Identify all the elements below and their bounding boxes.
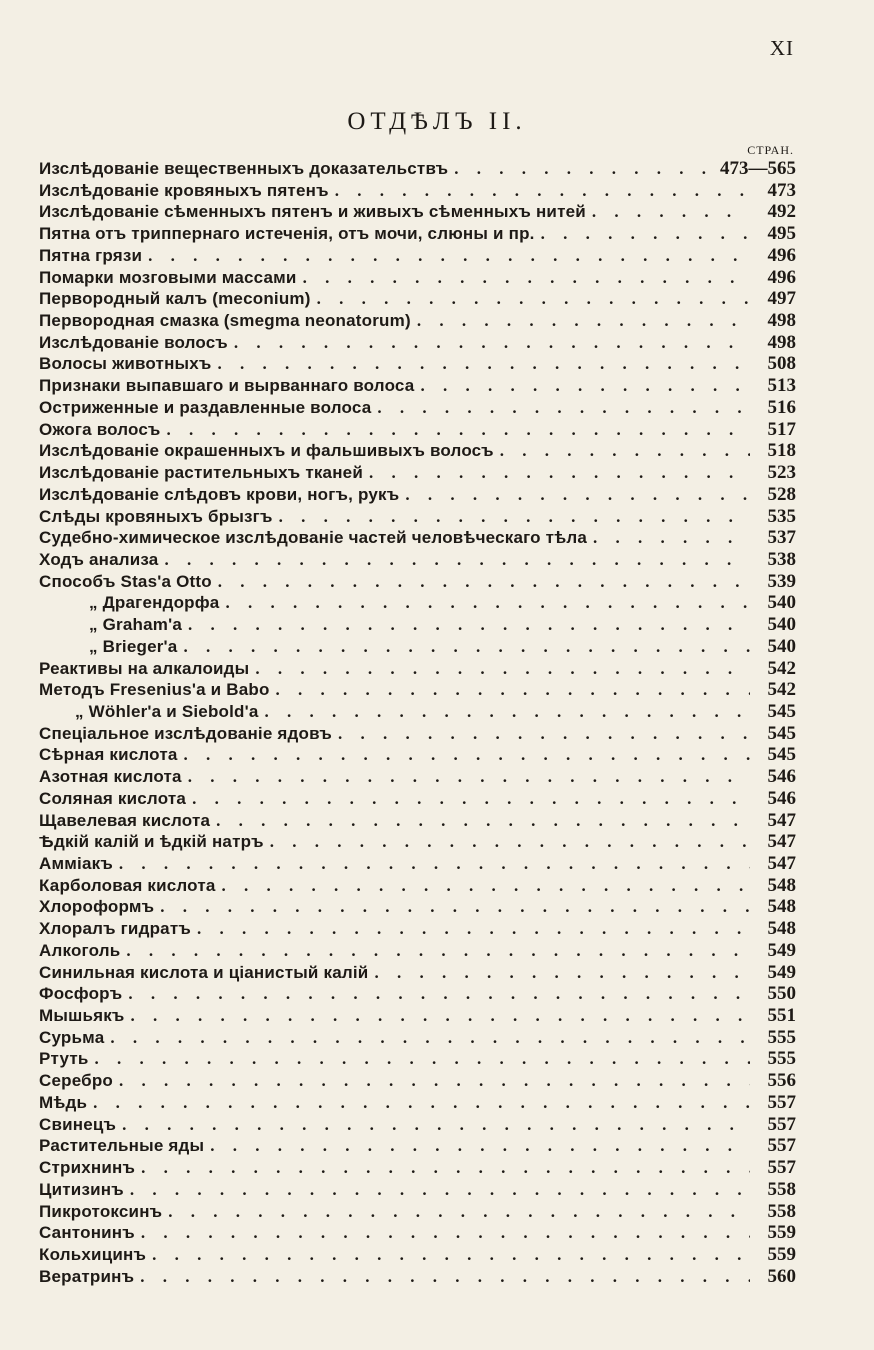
table-of-contents <box>39 158 796 1287</box>
toc-entry-title: Признаки выпавшаго и вырваннаго волоса <box>39 376 415 396</box>
toc-entry <box>39 549 796 571</box>
toc-entry <box>39 1179 796 1201</box>
toc-entry-page: 557 <box>767 1113 796 1135</box>
toc-entry <box>39 1114 796 1136</box>
dot-leader <box>184 744 750 766</box>
toc-entry-title: Ходъ анализа <box>39 549 159 569</box>
toc-entry-title: Хлороформъ <box>39 897 155 917</box>
dot-leader <box>131 1005 750 1027</box>
dot-leader <box>276 679 750 701</box>
dot-leader <box>335 180 750 202</box>
toc-entry <box>39 875 796 897</box>
dot-leader <box>303 267 750 289</box>
toc-entry <box>39 419 796 441</box>
toc-entry-title: Ѣдкій калій и ѣдкій натръ <box>39 832 264 852</box>
toc-entry-page: 559 <box>767 1222 796 1244</box>
toc-entry-page: 537 <box>767 527 796 549</box>
toc-entry <box>39 918 796 940</box>
toc-entry-title: Растительные яды <box>39 1136 205 1156</box>
toc-entry-page: 558 <box>767 1200 796 1222</box>
toc-entry <box>39 158 796 180</box>
toc-entry-page: 513 <box>767 375 796 397</box>
toc-entry <box>39 983 796 1005</box>
dot-leader <box>110 1027 750 1049</box>
dot-leader <box>168 1201 750 1223</box>
toc-entry-page: 542 <box>767 657 796 679</box>
dot-leader <box>188 766 750 788</box>
toc-entry-title: Волосы животныхъ <box>39 354 212 374</box>
toc-entry-title: „ Драгендорфа <box>89 593 220 613</box>
toc-entry <box>39 1092 796 1114</box>
dot-leader <box>420 375 750 397</box>
toc-entry-title: Щавелевая кислота <box>39 810 211 830</box>
toc-entry-title: Помарки мозговыми массами <box>39 267 297 287</box>
dot-leader <box>119 1070 750 1092</box>
toc-entry-page: 547 <box>767 853 796 874</box>
toc-entry-title: Мышьякъ <box>39 1006 125 1026</box>
toc-entry-page: 555 <box>767 1048 796 1070</box>
dot-leader <box>130 1179 750 1201</box>
toc-entry <box>39 788 796 810</box>
toc-entry <box>39 831 796 853</box>
toc-entry-page: 492 <box>767 201 796 223</box>
toc-entry-page: 560 <box>767 1265 796 1287</box>
toc-entry-title: Пятна грязи <box>39 245 143 265</box>
dot-leader <box>210 1135 750 1157</box>
toc-entry-page: 546 <box>767 766 796 788</box>
dot-leader <box>216 810 750 832</box>
toc-entry <box>39 766 796 788</box>
toc-entry-title: Изслѣдованіе кровяныхъ пятенъ <box>39 180 329 200</box>
dot-leader <box>140 1266 750 1288</box>
toc-entry-title: Свинецъ <box>39 1114 117 1134</box>
toc-entry-page: 508 <box>767 353 796 375</box>
toc-entry <box>39 636 796 658</box>
toc-entry <box>39 940 796 962</box>
toc-entry-title: Первородный калъ (meconium) <box>39 289 311 309</box>
dot-leader <box>126 940 750 962</box>
toc-entry <box>39 397 796 419</box>
toc-entry-page: 546 <box>767 787 796 809</box>
toc-entry <box>39 1266 796 1288</box>
toc-entry-page: 545 <box>767 722 796 744</box>
dot-leader <box>279 506 750 528</box>
dot-leader <box>338 723 750 745</box>
toc-entry-title: Сѣрная кислота <box>39 745 178 765</box>
toc-entry <box>39 853 796 875</box>
toc-entry-title: „ Graham'a <box>89 615 182 635</box>
toc-entry-title: Слѣды кровяныхъ брызгъ <box>39 506 273 526</box>
toc-entry <box>39 223 796 245</box>
toc-entry-title: Первородная смазка (smegma neonatorum) <box>39 311 411 331</box>
toc-entry-title: Фосфоръ <box>39 984 123 1004</box>
toc-entry <box>39 1048 796 1070</box>
toc-entry-page: 559 <box>767 1243 796 1265</box>
toc-entry-page: 497 <box>767 288 796 310</box>
toc-entry <box>39 288 796 310</box>
toc-entry-page: 523 <box>767 462 796 484</box>
toc-entry <box>39 592 796 614</box>
toc-entry-title: Изслѣдованіе слѣдовъ крови, ногъ, рукъ <box>39 484 400 504</box>
toc-entry-page: 555 <box>767 1026 796 1048</box>
toc-entry-page: 540 <box>767 635 796 657</box>
toc-entry <box>39 571 796 593</box>
toc-entry-title: Спеціальное изслѣдованіе ядовъ <box>39 723 332 743</box>
toc-entry <box>39 506 796 528</box>
toc-entry-page: 556 <box>767 1070 796 1092</box>
toc-entry <box>39 310 796 332</box>
toc-entry <box>39 527 796 549</box>
toc-entry <box>39 701 796 723</box>
toc-entry-title: Алкоголь <box>39 940 121 960</box>
toc-entry <box>39 658 796 680</box>
dot-leader <box>317 288 750 310</box>
toc-entry-page: 557 <box>767 1135 796 1157</box>
toc-entry-page: 517 <box>767 418 796 440</box>
dot-leader <box>374 962 750 984</box>
toc-entry-title: Изслѣдованіе растительныхъ тканей <box>39 463 363 483</box>
toc-entry-page: 558 <box>767 1178 796 1200</box>
dot-leader <box>592 201 750 223</box>
dot-leader <box>218 353 750 375</box>
dot-leader <box>93 1092 750 1114</box>
toc-entry-title: Ожога волосъ <box>39 419 161 439</box>
toc-entry <box>39 1070 796 1092</box>
toc-entry <box>39 679 796 701</box>
toc-entry <box>39 1222 796 1244</box>
toc-entry <box>39 484 796 506</box>
dot-leader <box>119 853 750 875</box>
toc-entry-title: Реактивы на алкалоиды <box>39 658 250 678</box>
pages-column-header: СТРАН. <box>747 143 794 157</box>
toc-entry-title: „ Brieger'a <box>89 636 178 656</box>
toc-entry <box>39 1135 796 1157</box>
dot-leader <box>122 1114 750 1136</box>
toc-entry <box>39 353 796 375</box>
toc-entry <box>39 440 796 462</box>
toc-entry-title: Пикротоксинъ <box>39 1201 163 1221</box>
dot-leader <box>593 527 750 549</box>
toc-entry-title: Кольхицинъ <box>39 1244 147 1264</box>
toc-entry <box>39 962 796 984</box>
toc-entry-page: 535 <box>767 505 796 527</box>
dot-leader <box>225 592 750 614</box>
toc-entry <box>39 267 796 289</box>
toc-entry-title: Цитизинъ <box>39 1179 124 1199</box>
toc-entry-page: 473—565 <box>720 158 796 179</box>
toc-entry <box>39 1157 796 1179</box>
dot-leader <box>405 484 750 506</box>
toc-entry <box>39 1201 796 1223</box>
dot-leader <box>270 831 750 853</box>
toc-entry <box>39 1005 796 1027</box>
toc-entry <box>39 375 796 397</box>
toc-entry-title: Аммiакъ <box>39 854 113 873</box>
toc-entry-title: Изслѣдованіе окрашенныхъ и фальшивыхъ волосъ <box>39 441 494 461</box>
toc-entry-title: Изслѣдованіе вещественныхъ доказательствъ <box>39 159 449 178</box>
toc-entry-title: Вератринъ <box>39 1266 135 1286</box>
toc-entry-page: 516 <box>767 396 796 418</box>
toc-entry-page: 549 <box>767 939 796 961</box>
toc-entry-page: 496 <box>767 244 796 266</box>
toc-entry <box>39 1244 796 1266</box>
dot-leader <box>128 983 750 1005</box>
dot-leader <box>500 440 750 462</box>
toc-entry-title: Изслѣдованіе волосъ <box>39 332 228 352</box>
dot-leader <box>141 1222 750 1244</box>
toc-entry-page: 540 <box>767 592 796 614</box>
toc-entry-page: 550 <box>767 983 796 1005</box>
toc-entry-page: 557 <box>767 1157 796 1179</box>
dot-leader <box>197 918 750 940</box>
toc-entry-page: 495 <box>767 223 796 245</box>
toc-entry-page: 548 <box>767 918 796 940</box>
dot-leader <box>454 158 714 180</box>
toc-entry-page: 518 <box>767 440 796 462</box>
toc-entry-page: 473 <box>767 179 796 201</box>
toc-entry-page: 539 <box>767 570 796 592</box>
toc-entry-title: Сурьма <box>39 1027 105 1047</box>
dot-leader <box>255 658 750 680</box>
dot-leader <box>188 614 750 636</box>
dot-leader <box>166 419 750 441</box>
toc-entry-title: Остриженные и раздавленные волоса <box>39 397 372 417</box>
dot-leader <box>192 788 750 810</box>
toc-entry <box>39 180 796 202</box>
dot-leader <box>222 875 751 897</box>
toc-entry-page: 496 <box>767 266 796 288</box>
toc-entry-page: 548 <box>767 896 796 918</box>
toc-entry-page: 557 <box>767 1091 796 1113</box>
dot-leader <box>160 896 750 918</box>
page-number: XI <box>769 36 794 60</box>
toc-entry <box>39 744 796 766</box>
toc-entry-title: Серебро <box>39 1071 114 1091</box>
toc-entry-page: 528 <box>767 483 796 505</box>
toc-entry-page: 551 <box>767 1005 796 1027</box>
toc-entry-page: 547 <box>767 809 796 831</box>
toc-entry-title: Азотная кислота <box>39 767 182 787</box>
toc-entry-page: 547 <box>767 831 796 853</box>
toc-entry-title: Изслѣдованіе сѣменныхъ пятенъ и живыхъ сѣменныхъ нитей <box>39 202 586 222</box>
dot-leader <box>141 1157 750 1179</box>
section-title: ОТДѢЛЪ II. <box>347 108 527 135</box>
dot-leader <box>152 1244 750 1266</box>
toc-entry <box>39 614 796 636</box>
dot-leader <box>234 332 750 354</box>
toc-entry <box>39 462 796 484</box>
toc-entry-page: 540 <box>767 614 796 636</box>
toc-entry-page: 498 <box>767 331 796 353</box>
toc-entry-title: Мѣдь <box>39 1092 88 1112</box>
toc-entry <box>39 201 796 223</box>
toc-entry-title: Соляная кислота <box>39 788 187 808</box>
toc-entry-page: 548 <box>767 874 796 896</box>
toc-entry-title: Сантонинъ <box>39 1223 135 1243</box>
dot-leader <box>183 636 750 658</box>
toc-entry <box>39 896 796 918</box>
toc-entry-page: 542 <box>767 679 796 701</box>
toc-entry <box>39 245 796 267</box>
toc-entry <box>39 810 796 832</box>
dot-leader <box>417 310 750 332</box>
toc-entry-title: Хлоралъ гидратъ <box>39 919 191 939</box>
toc-entry-page: 498 <box>767 310 796 332</box>
dot-leader <box>369 462 750 484</box>
dot-leader <box>95 1048 750 1070</box>
toc-entry-title: Пятна отъ триппернаго истеченія, отъ мочи, слюны и пр. <box>39 224 535 244</box>
toc-entry-title: Методъ Fresenius'a и Babo <box>39 680 270 700</box>
dot-leader <box>148 245 750 267</box>
toc-entry <box>39 332 796 354</box>
dot-leader <box>541 223 750 245</box>
toc-entry-page: 545 <box>767 700 796 722</box>
dot-leader <box>377 397 750 419</box>
dot-leader <box>218 571 750 593</box>
toc-entry-title: Стрихнинъ <box>39 1158 136 1178</box>
toc-entry <box>39 1027 796 1049</box>
toc-entry-page: 545 <box>767 744 796 766</box>
toc-entry-title: Синильная кислота и ціанистый калій <box>39 962 369 982</box>
toc-entry-title: „ Wöhler'a и Siebold'a <box>75 701 259 721</box>
toc-entry-title: Ртуть <box>39 1049 89 1069</box>
toc-entry-title: Карболовая кислота <box>39 875 216 895</box>
toc-entry <box>39 723 796 745</box>
dot-leader <box>164 549 750 571</box>
toc-entry-page: 549 <box>767 961 796 983</box>
dot-leader <box>265 701 750 723</box>
toc-entry-title: Способъ Stas'a Otto <box>39 571 212 591</box>
toc-entry-title: Судебно-химическое изслѣдованіе частей человѣческаго тѣла <box>39 528 587 548</box>
toc-entry-page: 538 <box>767 548 796 570</box>
